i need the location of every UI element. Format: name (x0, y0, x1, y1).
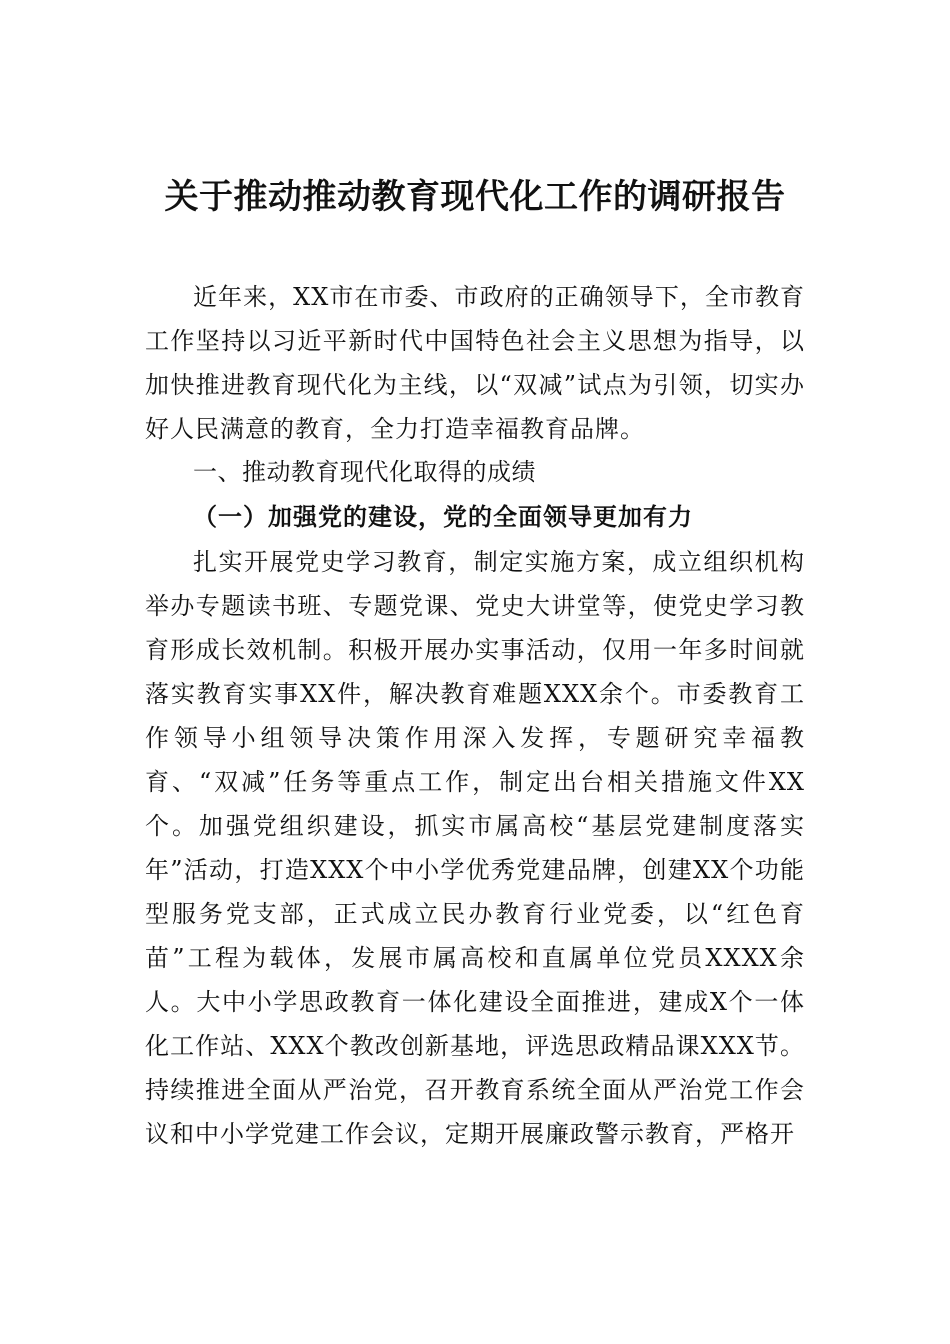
body-paragraph: 扎实开展党史学习教育，制定实施方案，成立组织机构举办专题读书班、专题党课、党史大讲堂等，使党史学习教育形成长效机制。积极开展办实事活动，仅用一年多时间就落实教育实事XX件，解决教育难题XXX余个。市委教育工作领导小组领导决策作用深入发挥，专题研究幸福教育、“双减”任务等重点工作，制定出台相关措施文件XX个。加强党组织建设，抓实市属高校“基层党建制度落实年”活动，打造XXX个中小学优秀党建品牌，创建XX个功能型服务党支部，正式成立民办教育行业党委，以“红色育苗”工程为载体，发展市属高校和直属单位党员XXXX余人。大中小学思政教育一体化建设全面推进，建成X个一体化工作站、XXX个教改创新基地，评选思政精品课XXX节。持续推进全面从严治党，召开教育系统全面从严治党工作会议和中小学党建工作会议，定期开展廉政警示教育，严格开 (145, 548, 805, 1148)
subsection-heading: （一）加强党的建设，党的全面领导更加有力 (193, 502, 693, 531)
document-title: 关于推动推动教育现代化工作的调研报告 (164, 177, 786, 217)
main-section (145, 540, 805, 1156)
section-heading: 一、推动教育现代化取得的成绩 (193, 458, 536, 486)
intro-section (145, 275, 805, 451)
intro-paragraph: 近年来，XX市在市委、市政府的正确领导下，全市教育工作坚持以习近平新时代中国特色社会主义思想为指导，以加快推进教育现代化为主线，以“双减”试点为引领，切实办好人民满意的教育，全力打造幸福教育品牌。 (145, 283, 805, 443)
